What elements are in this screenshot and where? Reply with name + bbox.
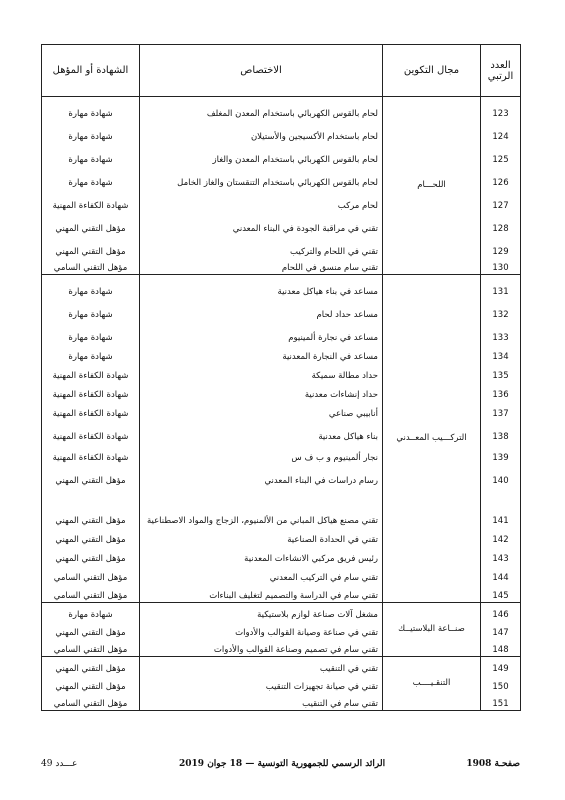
row-number: 138 bbox=[481, 420, 521, 443]
specialty-cell: تقني سام في الدراسة والتصميم لتغليف البناءات bbox=[140, 584, 383, 603]
certificate-cell: مؤهل التقني المهني bbox=[42, 546, 140, 565]
certificate-cell: شهادة مهارة bbox=[42, 298, 140, 321]
specialty-cell: مساعد في بناء هياكل معدنية bbox=[140, 275, 383, 298]
specialty-cell: تقني في اللحام والتركيب bbox=[140, 235, 383, 258]
specialty-cell: تقني سام منسق في اللحام bbox=[140, 258, 383, 275]
specialty-cell: مشغل آلات صناعة لوازم بلاستيكية bbox=[140, 603, 383, 621]
certificate-cell: شهادة الكفاءة المهنية bbox=[42, 189, 140, 212]
row-number: 151 bbox=[481, 693, 521, 711]
specialty-cell: تقني سام في تصميم وصناعة القوالب والأدوات bbox=[140, 639, 383, 657]
table-header-row bbox=[42, 45, 521, 97]
specialty-cell: تقني مصنع هياكل المباني من الألمنيوم، الزجاج والمواد الاصطناعية bbox=[140, 487, 383, 527]
row-number: 129 bbox=[481, 235, 521, 258]
certificate-cell: شهادة مهارة bbox=[42, 166, 140, 189]
specialty-cell: تقني في صناعة وصيانة القوالب والأدوات bbox=[140, 621, 383, 639]
certificate-cell: مؤهل التقني المهني bbox=[42, 212, 140, 235]
training-domain-cell: اللحـــام bbox=[383, 97, 481, 275]
row-number: 137 bbox=[481, 401, 521, 420]
table-row bbox=[42, 97, 521, 120]
specialty-cell: رسام دراسات في البناء المعدني bbox=[140, 464, 383, 487]
training-domain-cell: صنــاعة البلاستيــك bbox=[383, 603, 481, 657]
specialty-cell: نجار ألمينيوم و ب ف س bbox=[140, 443, 383, 464]
row-number: 127 bbox=[481, 189, 521, 212]
specialty-cell: بناء هياكل معدنية bbox=[140, 420, 383, 443]
certificate-cell: شهادة مهارة bbox=[42, 120, 140, 143]
certificate-cell: مؤهل التقني المهني bbox=[42, 464, 140, 487]
training-domain-cell: التركـــيب المعــدني bbox=[383, 275, 481, 603]
certificate-cell: شهادة مهارة bbox=[42, 143, 140, 166]
certificate-cell: مؤهل التقني المهني bbox=[42, 657, 140, 675]
specialty-cell: حداد إنشاءات معدنية bbox=[140, 382, 383, 401]
row-number: 148 bbox=[481, 639, 521, 657]
specialty-cell: أنابيبي صناعي bbox=[140, 401, 383, 420]
header-certificate: الشهادة أو المؤهل bbox=[42, 45, 140, 97]
specialty-cell: تقني سام في التركيب المعدني bbox=[140, 565, 383, 584]
certificate-cell: شهادة مهارة bbox=[42, 321, 140, 344]
certificate-cell: مؤهل التقني السامي bbox=[42, 584, 140, 603]
row-number: 123 bbox=[481, 97, 521, 120]
row-number: 143 bbox=[481, 546, 521, 565]
certificate-cell: مؤهل التقني السامي bbox=[42, 693, 140, 711]
row-number: 149 bbox=[481, 657, 521, 675]
table-row bbox=[42, 603, 521, 621]
row-number: 145 bbox=[481, 584, 521, 603]
footer-journal-title: الرائد الرسمي للجمهورية التونسية — 18 جوان 2019 bbox=[179, 759, 386, 769]
row-number: 147 bbox=[481, 621, 521, 639]
certificate-cell: شهادة الكفاءة المهنية bbox=[42, 420, 140, 443]
certificate-cell: مؤهل التقني المهني bbox=[42, 621, 140, 639]
specialty-cell: حداد مطالة سميكة bbox=[140, 363, 383, 382]
specialty-cell: لحام باستخدام الأكسيجين والأستيلان bbox=[140, 120, 383, 143]
table-body bbox=[42, 97, 521, 711]
row-number: 140 bbox=[481, 464, 521, 487]
specialty-cell: مساعد في النجارة المعدنية bbox=[140, 344, 383, 363]
specialty-cell: لحام مركب bbox=[140, 189, 383, 212]
row-number: 132 bbox=[481, 298, 521, 321]
certificate-cell: شهادة الكفاءة المهنية bbox=[42, 363, 140, 382]
row-number: 146 bbox=[481, 603, 521, 621]
training-specialties-table bbox=[41, 44, 521, 711]
row-number: 139 bbox=[481, 443, 521, 464]
certificate-cell: شهادة الكفاءة المهنية bbox=[42, 443, 140, 464]
certificate-cell: مؤهل التقني السامي bbox=[42, 258, 140, 275]
specialty-cell: تقني في صيانة تجهيزات التنقيب bbox=[140, 675, 383, 693]
certificate-cell: شهادة مهارة bbox=[42, 275, 140, 298]
specialty-cell: لحام بالقوس الكهربائي باستخدام المعدن المغلف bbox=[140, 97, 383, 120]
row-number: 128 bbox=[481, 212, 521, 235]
header-number: العدد الرتبي bbox=[481, 45, 521, 97]
certificate-cell: شهادة الكفاءة المهنية bbox=[42, 401, 140, 420]
certificate-cell: مؤهل التقني السامي bbox=[42, 565, 140, 584]
row-number: 142 bbox=[481, 527, 521, 546]
training-domain-cell: التنقـيــــب bbox=[383, 657, 481, 711]
footer-issue-number: عـــدد 49 bbox=[41, 759, 78, 769]
row-number: 134 bbox=[481, 344, 521, 363]
certificate-cell: شهادة مهارة bbox=[42, 603, 140, 621]
row-number: 144 bbox=[481, 565, 521, 584]
row-number: 125 bbox=[481, 143, 521, 166]
page-footer bbox=[41, 759, 520, 773]
certificate-cell: شهادة الكفاءة المهنية bbox=[42, 382, 140, 401]
certificate-cell: مؤهل التقني المهني bbox=[42, 527, 140, 546]
row-number: 135 bbox=[481, 363, 521, 382]
row-number: 131 bbox=[481, 275, 521, 298]
table-row bbox=[42, 657, 521, 675]
certificate-cell: شهادة مهارة bbox=[42, 97, 140, 120]
specialty-cell: لحام بالقوس الكهربائي باستخدام المعدن والغاز bbox=[140, 143, 383, 166]
specialty-cell: تقني سام في التنقيب bbox=[140, 693, 383, 711]
table-row bbox=[42, 275, 521, 298]
row-number: 126 bbox=[481, 166, 521, 189]
certificate-cell: مؤهل التقني المهني bbox=[42, 235, 140, 258]
specialty-cell: مساعد في نجارة ألمينيوم bbox=[140, 321, 383, 344]
specialty-cell: لحام بالقوس الكهربائي باستخدام التنقستان والغاز الخامل bbox=[140, 166, 383, 189]
certificate-cell: مؤهل التقني المهني bbox=[42, 675, 140, 693]
row-number: 150 bbox=[481, 675, 521, 693]
certificate-cell: شهادة مهارة bbox=[42, 344, 140, 363]
row-number: 141 bbox=[481, 487, 521, 527]
specialty-cell: تقني في مراقبة الجودة في البناء المعدني bbox=[140, 212, 383, 235]
row-number: 136 bbox=[481, 382, 521, 401]
specialty-cell: رئيس فريق مركبي الانشاءات المعدنية bbox=[140, 546, 383, 565]
specialty-cell: تقني في الحدادة الصناعية bbox=[140, 527, 383, 546]
footer-page-number: صفحـة 1908 bbox=[466, 759, 520, 769]
certificate-cell: مؤهل التقني المهني bbox=[42, 487, 140, 527]
header-specialty: الاختصاص bbox=[140, 45, 383, 97]
header-domain: مجال التكوين bbox=[383, 45, 481, 97]
specialty-cell: مساعد حداد لحام bbox=[140, 298, 383, 321]
row-number: 124 bbox=[481, 120, 521, 143]
certificate-cell: مؤهل التقني السامي bbox=[42, 639, 140, 657]
row-number: 133 bbox=[481, 321, 521, 344]
specialty-cell: تقني في التنقيب bbox=[140, 657, 383, 675]
row-number: 130 bbox=[481, 258, 521, 275]
